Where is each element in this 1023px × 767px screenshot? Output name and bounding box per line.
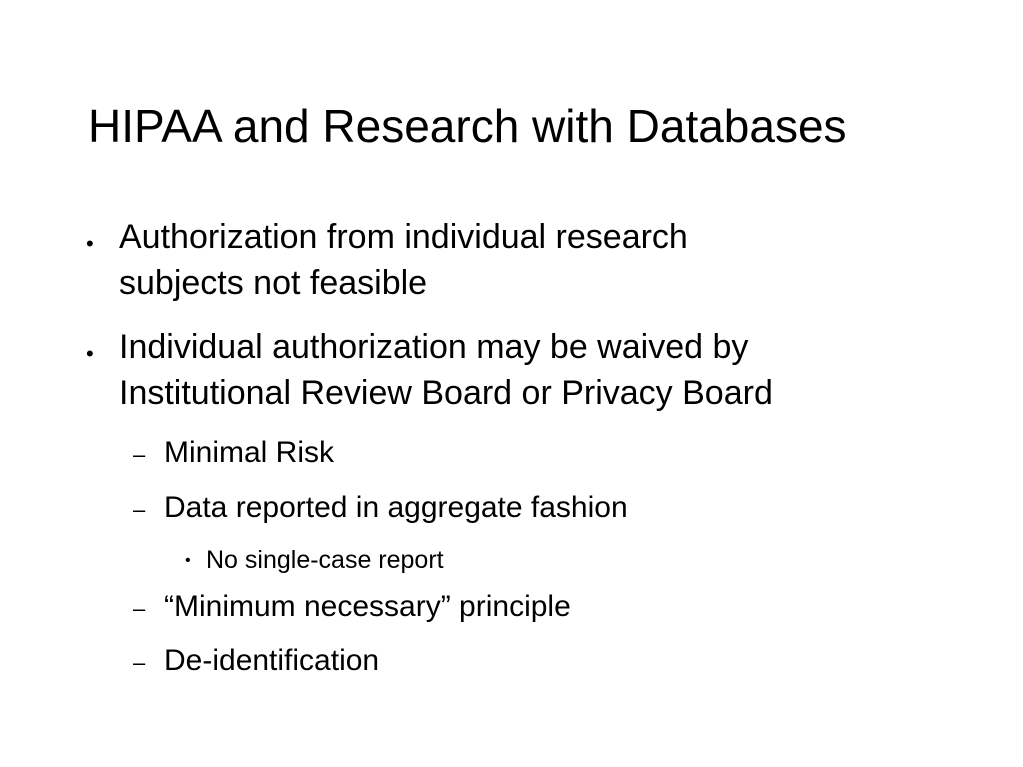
bullet-marker: • bbox=[185, 552, 191, 569]
bullet-text-line: Institutional Review Board or Privacy Board bbox=[119, 374, 773, 412]
sub-bullet-text: Minimal Risk bbox=[164, 436, 335, 469]
dash-marker: – bbox=[133, 442, 146, 467]
dash-marker: – bbox=[133, 497, 146, 522]
sub-bullet-text: De-identification bbox=[164, 644, 380, 677]
dash-marker: – bbox=[133, 650, 146, 675]
bullet-text-line: Authorization from individual research bbox=[119, 218, 688, 256]
bullet-marker: • bbox=[86, 231, 94, 256]
sub-bullet-text: Data reported in aggregate fashion bbox=[164, 491, 628, 524]
dash-marker: – bbox=[133, 596, 146, 621]
sub-bullet-text: “Minimum necessary” principle bbox=[164, 590, 571, 623]
bullet-text-line: Individual authorization may be waived by bbox=[119, 328, 749, 366]
sub-sub-bullet-text: No single-case report bbox=[206, 546, 444, 574]
bullet-text-line: subjects not feasible bbox=[119, 264, 428, 302]
slide-title: HIPAA and Research with Databases bbox=[88, 100, 847, 152]
bullet-marker: • bbox=[86, 341, 94, 366]
